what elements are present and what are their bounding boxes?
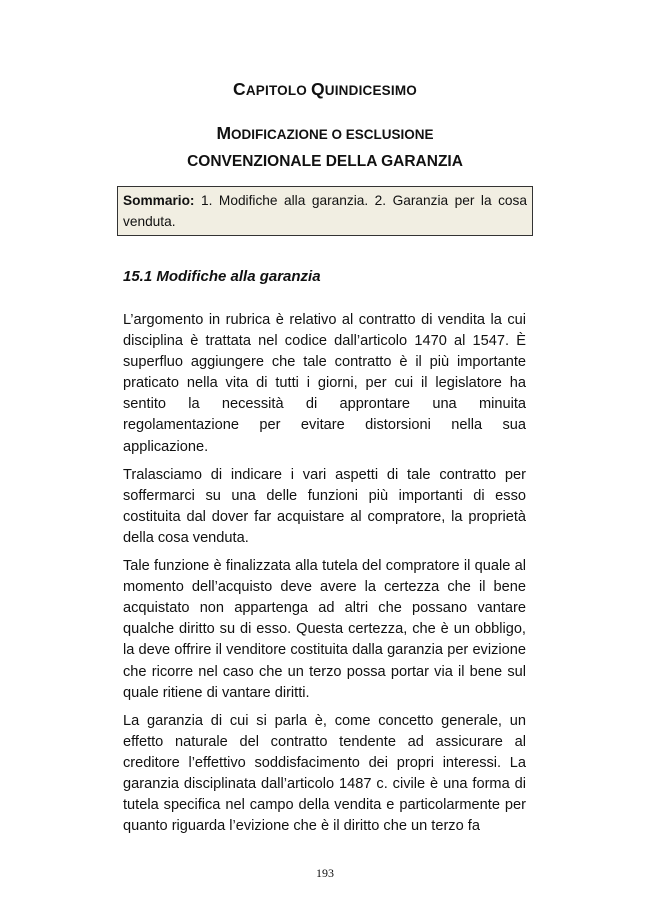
paragraph: L’argomento in rubrica è relativo al contratto di vendita la cui disciplina è trattata nel codice dall’articolo 1470 al 1547. È superfluo aggiungere che tale contratto è il più importante praticato nella vita di tutti i giorni, per cui il legislatore ha sentito la necessità di approntare una minuita regolamentazione per evitare distorsioni nella sua applicazione. bbox=[123, 312, 526, 455]
chapter-label-text: APITOLO bbox=[245, 83, 311, 98]
body-text bbox=[123, 310, 526, 844]
paragraph: La garanzia di cui si parla è, come concetto generale, un effetto naturale del contratto tendente ad assicurare al creditore l’effettivo soddisfacimento dei propri interessi. La garanzia disciplinata dall’articolo 1487 c. civile è una forma di tutela specifica nel campo della vendita e particolarmente per quanto riguarda l’evizione che è il diritto che un terzo fa bbox=[123, 712, 526, 835]
page-number: 193 bbox=[316, 866, 334, 880]
chapter-title-line2: CONVENZIONALE DELLA GARANZIA bbox=[187, 153, 463, 170]
chapter-label bbox=[0, 79, 650, 100]
summary-lead: Sommario: bbox=[123, 193, 195, 208]
summary-text: 1. Modifiche alla garanzia. 2. Garanzia per la cosa venduta. bbox=[123, 193, 527, 229]
summary-box bbox=[117, 186, 533, 236]
paragraph: Tale funzione è finalizzata alla tutela del compratore il quale al momento dell’acquisto deve avere la certezza che il bene acquistato non appartenga ad altri che possano vantare qualche diritto su di esso. Questa certezza, che è un obbligo, la deve offrire il venditore costituita dalla garanzia per evizione che ricorre nel caso che un terzo possa portar via il bene sul quale ritiene di vantare diritti. bbox=[123, 558, 526, 701]
chapter-label-initial: Q bbox=[310, 79, 325, 99]
chapter-label-initial: C bbox=[233, 79, 246, 99]
chapter-title-initial: M bbox=[216, 123, 232, 143]
chapter-title bbox=[0, 119, 650, 175]
chapter-label-text: UINDICESIMO bbox=[324, 83, 417, 98]
section-heading: 15.1 Modifiche alla garanzia bbox=[123, 268, 321, 285]
chapter-title-line1: ODIFICAZIONE O ESCLUSIONE bbox=[231, 127, 434, 142]
paragraph: Tralasciamo di indicare i vari aspetti di tale contratto per soffermarci su una delle funzioni più importanti di esso costituita dal dover far acquistare al compratore, la proprietà della cosa venduta. bbox=[123, 466, 526, 546]
